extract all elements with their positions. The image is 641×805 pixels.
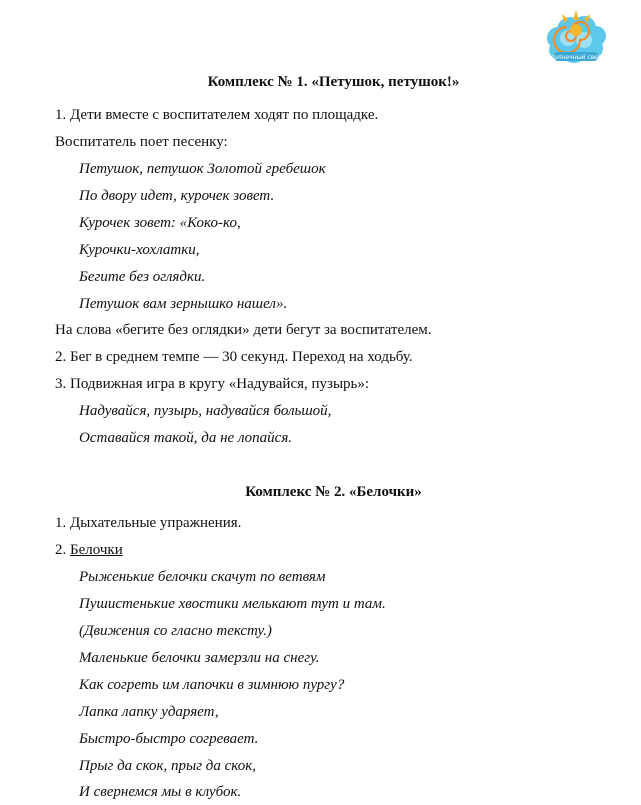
verse-line: Бегите без оглядки.: [79, 269, 206, 285]
verse-line: Быстро-быстро согревает.: [79, 731, 259, 747]
svg-text:солнечный свет: солнечный свет: [550, 54, 602, 61]
verse-line: И свернемся мы в клубок.: [79, 784, 242, 800]
paragraph-prefix: 2.: [55, 542, 70, 558]
underlined-heading: Белочки: [70, 542, 123, 558]
verse-line: Курочки-хохлатки,: [79, 242, 200, 258]
verse-line: Прыг да скок, прыг да скок,: [79, 758, 257, 774]
complex-1-title: Комплекс № 1. «Петушок, петушок!»: [207, 74, 460, 90]
complex-2-title: Комплекс № 2. «Белочки»: [245, 484, 422, 500]
sun-cloud-logo-icon: [544, 8, 608, 66]
paragraph: 1. Дети вместе с воспитателем ходят по площадке.: [55, 107, 379, 123]
verse-line: Как согреть им лапочки в зимнюю пургу?: [79, 677, 345, 693]
paragraph: 1. Дыхательные упражнения.: [55, 515, 242, 531]
verse-line: Рыженькие белочки скачут по ветвям: [79, 569, 326, 585]
verse-line: Оставайся такой, да не лопайся.: [79, 430, 293, 446]
verse-line: Петушок вам зернышко нашел».: [79, 296, 288, 312]
verse-line: (Движения со гласно тексту.): [79, 623, 272, 639]
verse-line: Курочек зовет: «Коко-ко,: [79, 215, 241, 231]
verse-line: Петушок, петушок Золотой гребешок: [79, 161, 326, 177]
verse-line: Маленькие белочки замерзли на снегу.: [79, 650, 320, 666]
verse-line: Пушистенькие хвостики мелькают тут и там.: [79, 596, 386, 612]
paragraph: 2. Бег в среднем темпе — 30 секунд. Переход на ходьбу.: [55, 349, 413, 365]
verse-line: Надувайся, пузырь, надувайся большой,: [79, 403, 332, 419]
paragraph: Воспитатель поет песенку:: [55, 134, 228, 150]
verse-line: По двору идет, курочек зовет.: [79, 188, 275, 204]
verse-line: Лапка лапку ударяет,: [79, 704, 219, 720]
paragraph: 3. Подвижная игра в кругу «Надувайся, пузырь»:: [55, 376, 370, 392]
paragraph: На слова «бегите без оглядки» дети бегут за воспитателем.: [55, 322, 432, 338]
paragraph-belochki: [55, 541, 123, 559]
